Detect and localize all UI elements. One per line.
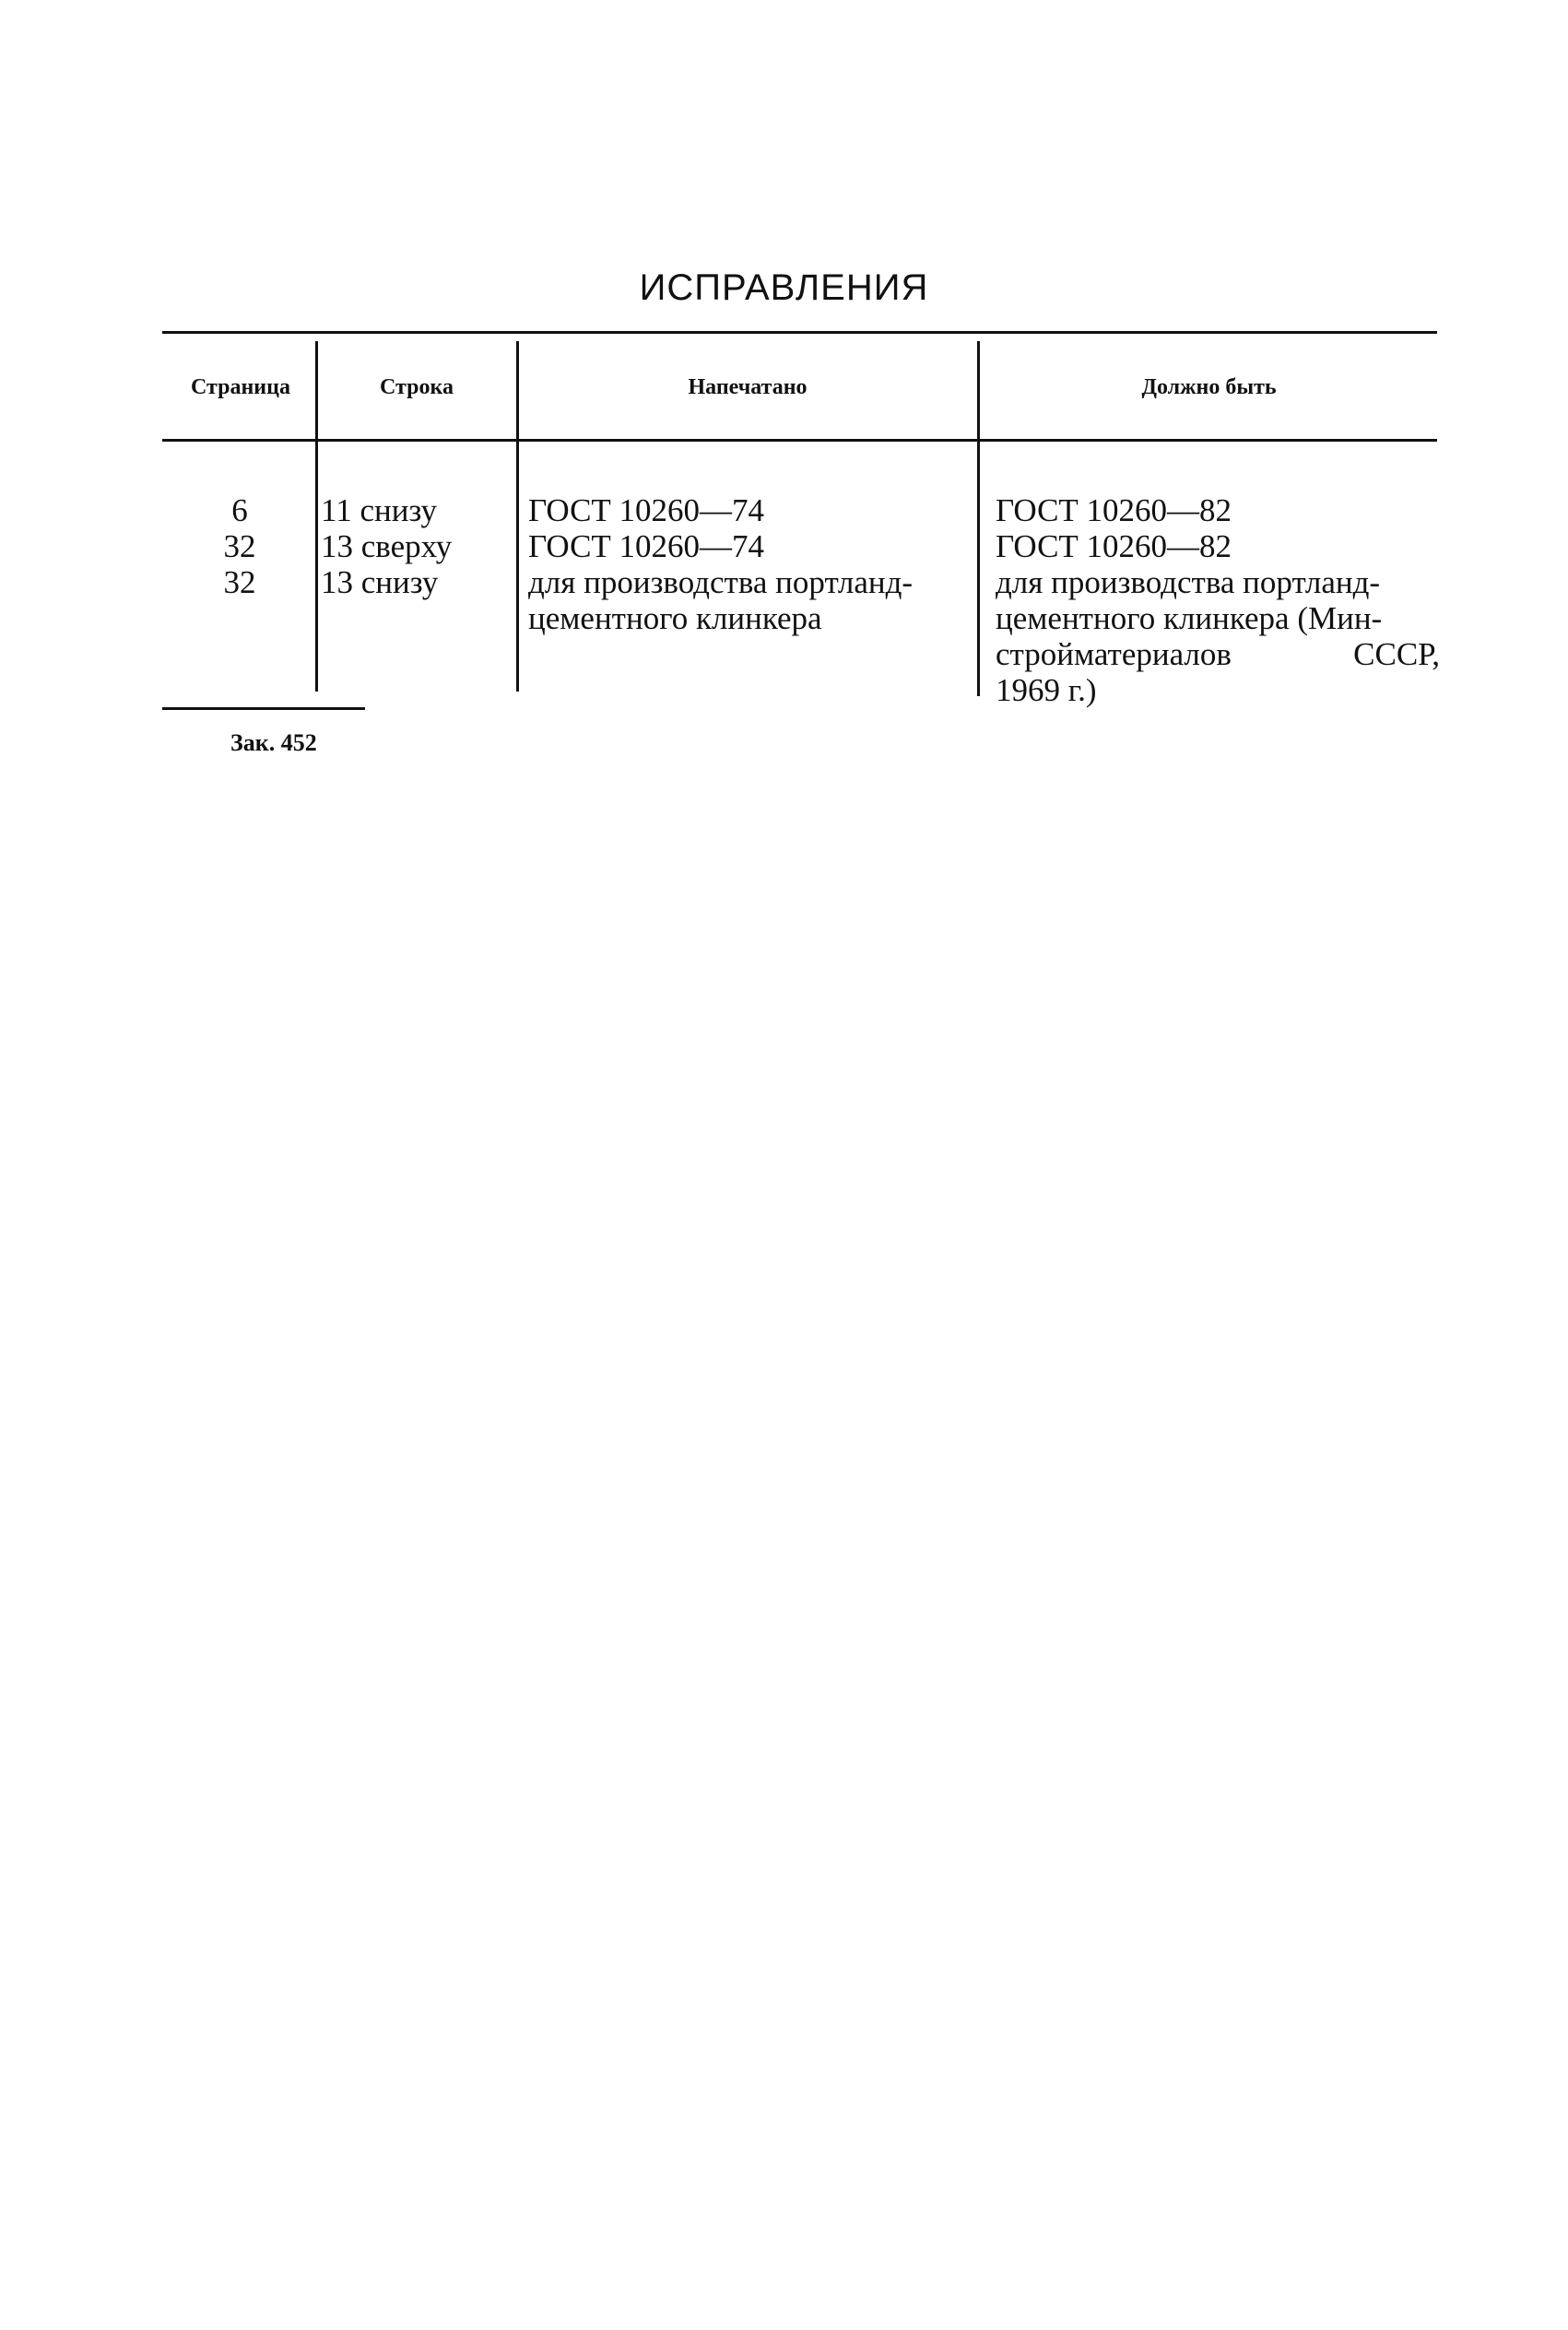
order-note: Зак. 452	[230, 729, 317, 756]
table-cell-page: 32	[223, 528, 256, 564]
header-should-be: Должно быть	[1141, 375, 1277, 399]
table-cell-should-be-justified	[996, 636, 1440, 672]
table-cell-printed: ГОСТ 10260—74	[528, 492, 765, 528]
column-page	[198, 492, 281, 600]
column-line	[321, 492, 505, 600]
table-cell-should-be: СССР,	[1353, 636, 1440, 672]
column-should-be	[996, 492, 1440, 708]
header-page: Страница	[191, 375, 290, 399]
table-top-rule	[162, 331, 1437, 334]
table-cell-line: 11 снизу	[321, 492, 438, 528]
header-line: Строка	[380, 375, 454, 399]
table-cell-page: 32	[223, 564, 256, 600]
table-cell-should-be: цементного клинкера (Мин-	[996, 600, 1383, 636]
table-cell-printed: цементного клинкера	[528, 600, 822, 636]
table-bottom-rule	[162, 707, 365, 710]
table-cell-printed: ГОСТ 10260—74	[528, 528, 765, 564]
table-cell-line: 13 снизу	[321, 564, 439, 600]
table-header-rule	[162, 439, 1437, 442]
page-title: ИСПРАВЛЕНИЯ	[639, 267, 929, 308]
table-cell-should-be: для производства портланд-	[996, 564, 1381, 600]
column-divider-2	[516, 341, 519, 692]
table-cell-line: 13 сверху	[321, 528, 453, 564]
table-cell-should-be: ГОСТ 10260—82	[996, 528, 1232, 564]
table-cell-page: 6	[231, 492, 248, 528]
column-divider-3	[977, 341, 980, 696]
table-cell-should-be: ГОСТ 10260—82	[996, 492, 1232, 528]
column-printed	[528, 492, 961, 636]
column-divider-1	[315, 341, 318, 692]
table-cell-should-be: 1969 г.)	[996, 672, 1097, 708]
table-cell-should-be: стройматериалов	[996, 636, 1232, 672]
table-cell-printed: для производства портланд-	[528, 564, 914, 600]
header-printed: Напечатано	[688, 375, 808, 399]
